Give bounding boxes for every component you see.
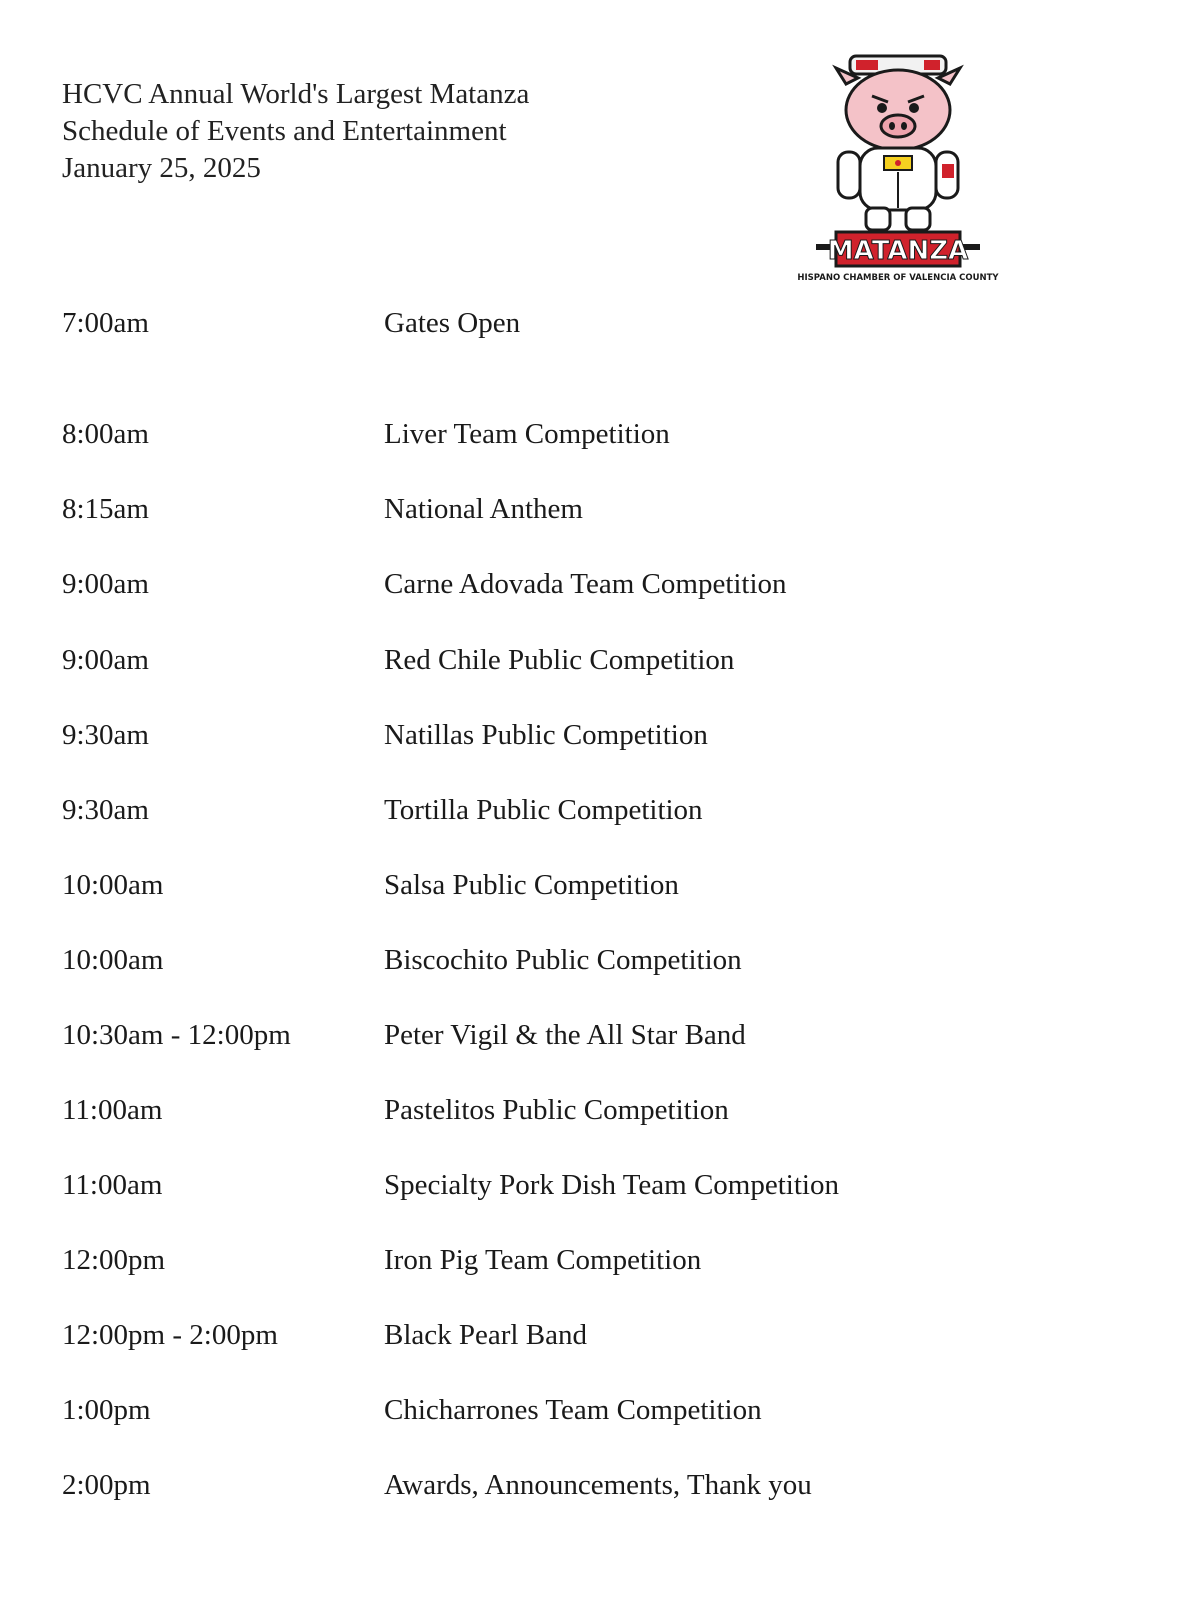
schedule-row <box>0 1315 1200 1355</box>
schedule-row <box>0 1390 1200 1430</box>
event-date: January 25, 2025 <box>62 152 261 184</box>
logo-wordmark: MATANZA <box>827 236 969 266</box>
event-time: 8:00am <box>62 418 149 450</box>
schedule-row <box>0 1015 1200 1055</box>
event-title: HCVC Annual World's Largest Matanza <box>62 78 530 110</box>
event-time: 10:00am <box>62 944 164 976</box>
event-name: Black Pearl Band <box>384 1319 587 1351</box>
event-time: 12:00pm - 2:00pm <box>62 1319 278 1351</box>
schedule-row <box>0 865 1200 905</box>
event-name: Red Chile Public Competition <box>384 644 735 676</box>
schedule-row <box>0 1465 1200 1505</box>
event-name: Salsa Public Competition <box>384 869 679 901</box>
event-time: 2:00pm <box>62 1469 151 1501</box>
schedule-row <box>0 1090 1200 1130</box>
event-name: Biscochito Public Competition <box>384 944 742 976</box>
event-name: National Anthem <box>384 493 583 525</box>
schedule-row <box>0 790 1200 830</box>
event-name: Liver Team Competition <box>384 418 670 450</box>
schedule-row <box>0 564 1200 604</box>
event-time: 9:00am <box>62 644 149 676</box>
logo-tagline: HISPANO CHAMBER OF VALENCIA COUNTY <box>797 273 999 283</box>
event-name: Gates Open <box>384 307 521 339</box>
event-name: Awards, Announcements, Thank you <box>384 1469 812 1501</box>
schedule-row <box>0 303 1200 343</box>
event-name: Specialty Pork Dish Team Competition <box>384 1169 839 1201</box>
event-time: 11:00am <box>62 1094 163 1126</box>
schedule-row <box>0 414 1200 454</box>
event-time: 9:00am <box>62 568 149 600</box>
event-name: Chicharrones Team Competition <box>384 1394 762 1426</box>
schedule-row <box>0 489 1200 529</box>
event-time: 10:00am <box>62 869 164 901</box>
event-time: 11:00am <box>62 1169 163 1201</box>
event-time: 1:00pm <box>62 1394 151 1426</box>
event-name: Natillas Public Competition <box>384 719 708 751</box>
event-time: 9:30am <box>62 719 149 751</box>
schedule-row <box>0 640 1200 680</box>
event-name: Pastelitos Public Competition <box>384 1094 729 1126</box>
schedule-row <box>0 1240 1200 1280</box>
event-name: Iron Pig Team Competition <box>384 1244 702 1276</box>
event-time: 8:15am <box>62 493 149 525</box>
schedule-row <box>0 940 1200 980</box>
schedule-row <box>0 715 1200 755</box>
event-time: 7:00am <box>62 307 149 339</box>
event-time: 9:30am <box>62 794 149 826</box>
event-time: 10:30am - 12:00pm <box>62 1019 291 1051</box>
event-name: Peter Vigil & the All Star Band <box>384 1019 746 1051</box>
schedule-subtitle: Schedule of Events and Entertainment <box>62 115 507 147</box>
schedule-row <box>0 1165 1200 1205</box>
event-name: Carne Adovada Team Competition <box>384 568 787 600</box>
event-time: 12:00pm <box>62 1244 166 1276</box>
event-name: Tortilla Public Competition <box>384 794 703 826</box>
